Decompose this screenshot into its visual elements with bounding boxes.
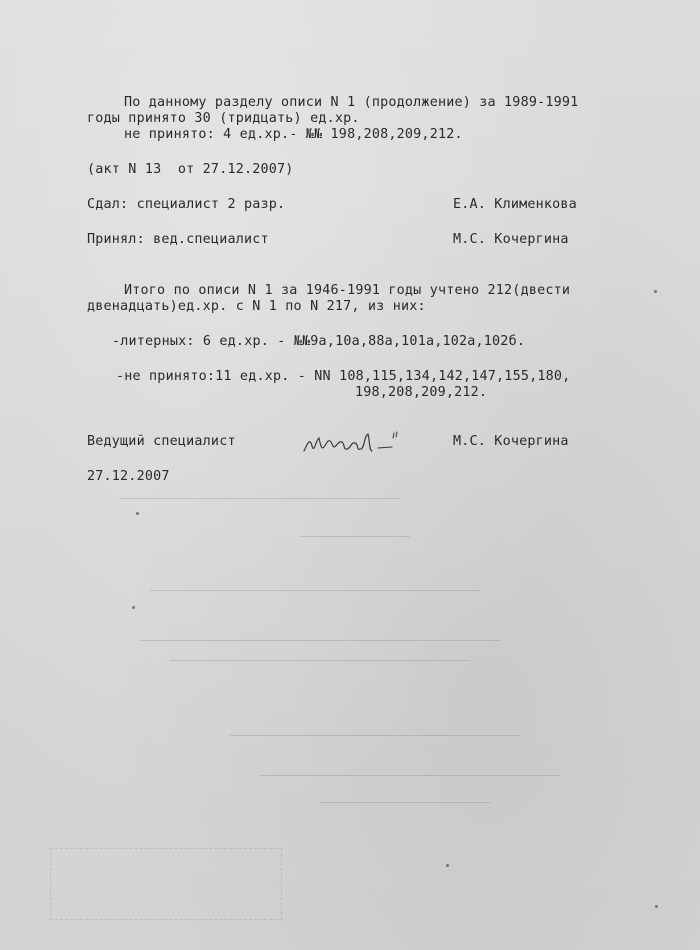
bleed-through-line: [120, 498, 400, 499]
speck: [136, 512, 139, 515]
handed-over-label: Сдал: специалист 2 разр.: [87, 197, 286, 212]
bleed-through-line: [140, 640, 500, 641]
bleed-through-line: [230, 735, 520, 736]
summary-line-2: годы принято 30 (тридцать) ед.хр.: [87, 111, 360, 126]
bleed-through-line: [150, 590, 480, 591]
bleed-through-line: [260, 775, 560, 776]
bleed-through-line: [170, 660, 470, 661]
speck: [132, 606, 135, 609]
summary-line-3: не принято: 4 ед.хр.- №№ 198,208,209,212.: [124, 127, 463, 142]
speck: [654, 290, 657, 293]
received-label: Принял: вед.специалист: [87, 232, 269, 247]
summary-line-1: По данному разделу описи N 1 (продолжение) за 1989-1991: [124, 95, 579, 110]
not-accepted-line-2: 198,208,209,212.: [355, 385, 488, 400]
lead-specialist-title: Ведущий специалист: [87, 434, 236, 449]
act-reference: (акт N 13 от 27.12.2007): [87, 162, 294, 177]
handwritten-signature: [298, 424, 408, 464]
lead-specialist-name: М.С. Кочергина: [453, 434, 569, 449]
not-accepted-line-1: -не принято:11 ед.хр. - NN 108,115,134,142,147,155,180,: [116, 369, 571, 384]
received-name: М.С. Кочергина: [453, 232, 569, 247]
literal-items-line: -литерных: 6 ед.хр. - №№9а,10а,88а,101а,102а,102б.: [112, 334, 526, 349]
bleed-through-line: [320, 802, 490, 803]
total-line-2: двенадцать)ед.хр. с N 1 по N 217, из них:: [87, 299, 426, 314]
handed-over-name: Е.А. Клименкова: [453, 197, 577, 212]
bleed-through-stamp: [50, 848, 282, 920]
speck: [655, 905, 658, 908]
bleed-through-line: [300, 536, 410, 537]
total-line-1: Итого по описи N 1 за 1946-1991 годы учтено 212(двести: [124, 283, 571, 298]
document-date: 27.12.2007: [87, 469, 170, 484]
speck: [446, 864, 449, 867]
